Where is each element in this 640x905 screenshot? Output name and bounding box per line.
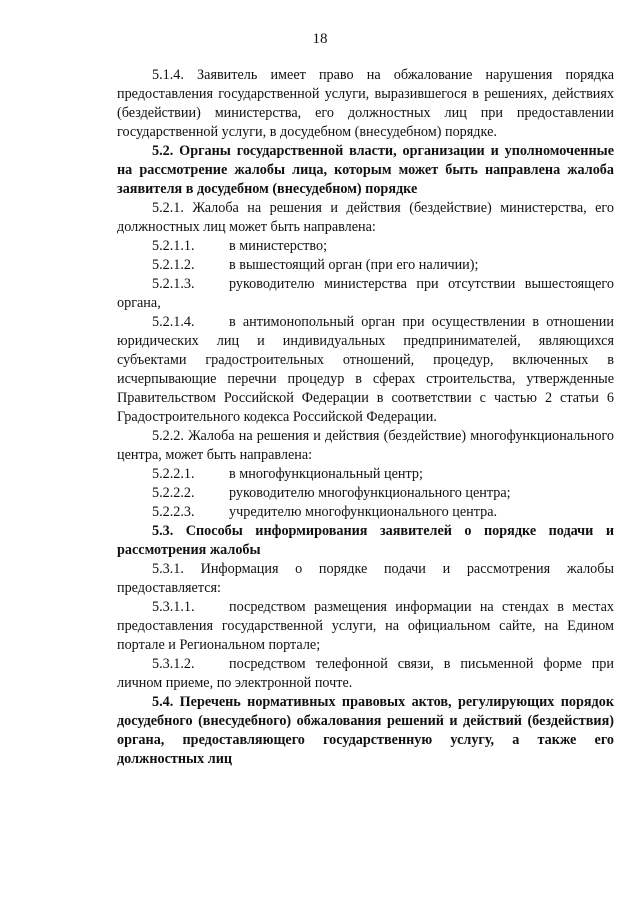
list-item-5-2-1-1 [117,237,614,256]
list-item-text: в вышестоящий орган (при его наличии); [229,257,479,273]
document-body [117,66,614,769]
list-item-text: посредством размещения информации на стендах в местах предоставления государственной услуги, на официальном сайте, на Едином портале и Региональном портале; [117,599,614,653]
paragraph-5-2-2: 5.2.2. Жалоба на решения и действия (бездействие) многофункционального центра, может быть направлена: [117,428,614,463]
list-item-number: 5.3.1.1. [152,599,195,615]
list-item-number: 5.3.1.2. [152,656,195,672]
heading-5-3: 5.3. Способы информирования заявителей о порядке подачи и рассмотрения жалобы [117,523,614,558]
list-item-text: в многофункциональный центр; [229,466,423,482]
list-item-number: 5.2.1.1. [152,238,195,254]
list-item-5-2-2-1 [117,465,614,484]
list-item-5-3-1-2 [117,655,614,693]
list-item-text: учредителю многофункционального центра. [229,504,498,520]
list-item-5-2-1-3 [117,275,614,313]
list-item-text: посредством телефонной связи, в письменной форме при личном приеме, по электронной почте. [117,656,614,691]
list-item-5-2-1-2 [117,256,614,275]
paragraph-5-1-4: 5.1.4. Заявитель имеет право на обжалование нарушения порядка предоставления государственной услуги, выразившегося в решениях, действиях (бездействии) министерства, его должностных лиц при предоставлении государственной услуги, в досудебном (внесудебном) порядке. [117,67,614,140]
paragraph-5-2-1: 5.2.1. Жалоба на решения и действия (бездействие) министерства, его должностных лиц может быть направлена: [117,200,614,235]
list-item-5-3-1-1 [117,598,614,655]
paragraph-5-3-1: 5.3.1. Информация о порядке подачи и рассмотрения жалобы предоставляется: [117,561,614,596]
list-item-number: 5.2.1.3. [152,276,195,292]
list-item-number: 5.2.2.2. [152,485,195,501]
list-item-5-2-2-2 [117,484,614,503]
heading-5-4: 5.4. Перечень нормативных правовых актов, регулирующих порядок досудебного (внесудебного) обжалования решений и действий (бездействия) органа, предоставляющего государственную услугу, а также его должностных лиц [117,694,614,767]
list-item-5-2-2-3 [117,503,614,522]
list-item-text: руководителю многофункционального центра; [229,485,511,501]
list-item-text: руководителю министерства при отсутствии вышестоящего органа, [117,276,614,311]
heading-5-2: 5.2. Органы государственной власти, организации и уполномоченные на рассмотрение жалобы лица, которым может быть направлена жалоба заявителя в досудебном (внесудебном) порядке [117,143,614,197]
list-item-number: 5.2.1.2. [152,257,195,273]
list-item-number: 5.2.1.4. [152,314,195,330]
list-item-text: в министерство; [229,238,328,254]
list-item-number: 5.2.2.1. [152,466,195,482]
list-item-text: в антимонопольный орган при осуществлении в отношении юридических лиц и индивидуальных предпринимателей, являющихся субъектами градостроительных отношений, процедур, включенных в исчерпывающие перечни процедур в сферах строительства, утвержденные Правительством Российской Федерации в соответствии с частью 2 статьи 6 Градостроительного кодекса Российской Федерации. [117,314,614,425]
list-item-number: 5.2.2.3. [152,504,195,520]
list-item-5-2-1-4 [117,313,614,427]
page-number: 18 [312,31,328,47]
